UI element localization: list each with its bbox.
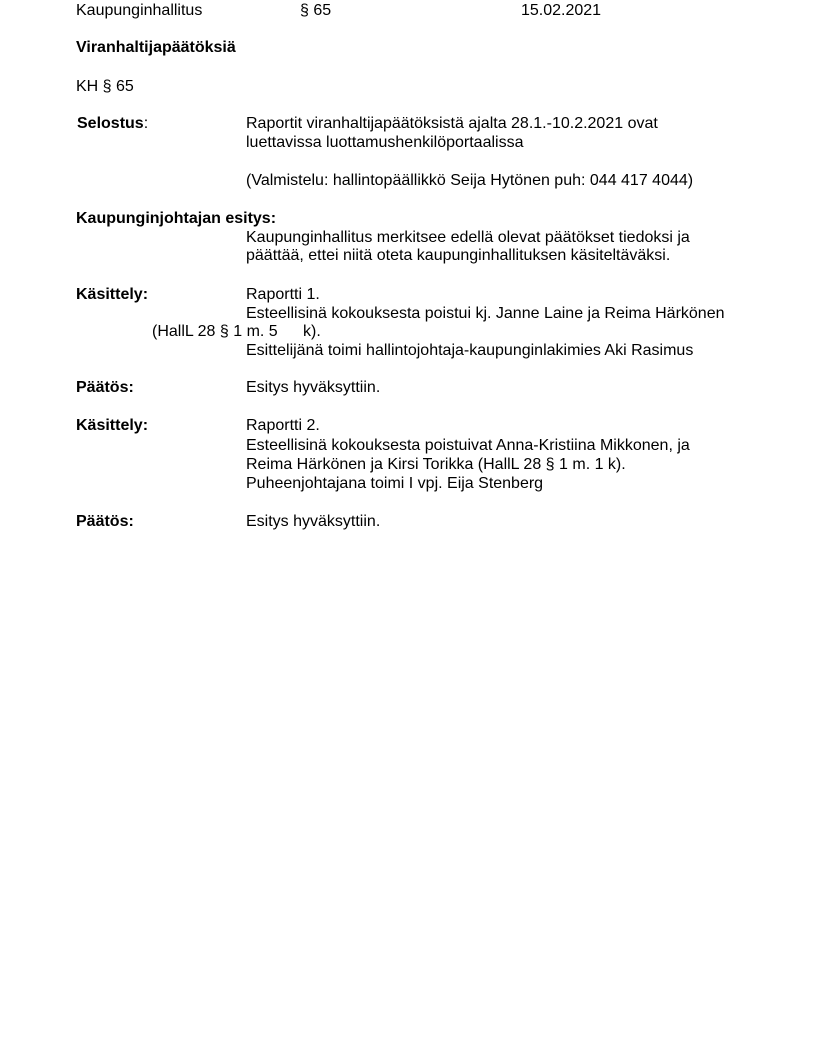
header-organ: Kaupunginhallitus [76,2,203,19]
paatos2-label: Päätös: [76,513,134,530]
kasittely1-line: Raportti 1. [246,286,320,303]
selostus-line: Raportit viranhaltijapäätöksistä ajalta 28.1.-10.2.2021 ovat [246,115,658,132]
esitys-line: päättää, ettei niitä oteta kaupunginhallituksen käsiteltäväksi. [246,247,671,264]
header-section: § 65 [300,2,332,19]
selostus-label [77,114,148,133]
selostus-line: luettavissa luottamushenkilöportaalissa [246,134,524,151]
selostus-label-text: Selostus [77,115,144,132]
paatos2-text: Esitys hyväksyttiin. [246,513,381,530]
section-reference: KH § 65 [76,78,134,95]
kasittely2-label: Käsittely: [76,417,149,434]
esitys-line: Kaupunginhallitus merkitsee edellä olevat päätökset tiedoksi ja [246,229,690,246]
selostus-label-colon: : [143,115,149,132]
selostus-valmistelu: (Valmistelu: hallintopäällikkö Seija Hytönen puh: 044 417 4044) [246,172,694,189]
esitys-label: Kaupunginjohtajan esitys: [76,210,277,227]
paatos1-text: Esitys hyväksyttiin. [246,379,381,396]
kasittely2-line: Raportti 2. [246,417,320,434]
kasittely2-line: Puheenjohtajana toimi I vpj. Eija Stenberg [246,475,544,492]
document-title: Viranhaltijapäätöksiä [76,39,236,56]
kasittely1-label: Käsittely: [76,286,149,303]
kasittely1-line: (HallL 28 § 1 m. 5 [152,323,278,340]
header-date: 15.02.2021 [521,2,602,19]
paatos1-label: Päätös: [76,379,134,396]
kasittely2-line: Esteellisinä kokouksesta poistuivat Anna-Kristiina Mikkonen, ja [246,437,690,454]
kasittely1-line: k). [303,323,321,340]
kasittely2-line: Reima Härkönen ja Kirsi Torikka (HallL 28 § 1 m. 1 k). [246,456,626,473]
kasittely1-line: Esteellisinä kokouksesta poistui kj. Janne Laine ja Reima Härkönen [246,305,725,322]
kasittely1-line: Esittelijänä toimi hallintojohtaja-kaupunginlakimies Aki Rasimus [246,342,694,359]
